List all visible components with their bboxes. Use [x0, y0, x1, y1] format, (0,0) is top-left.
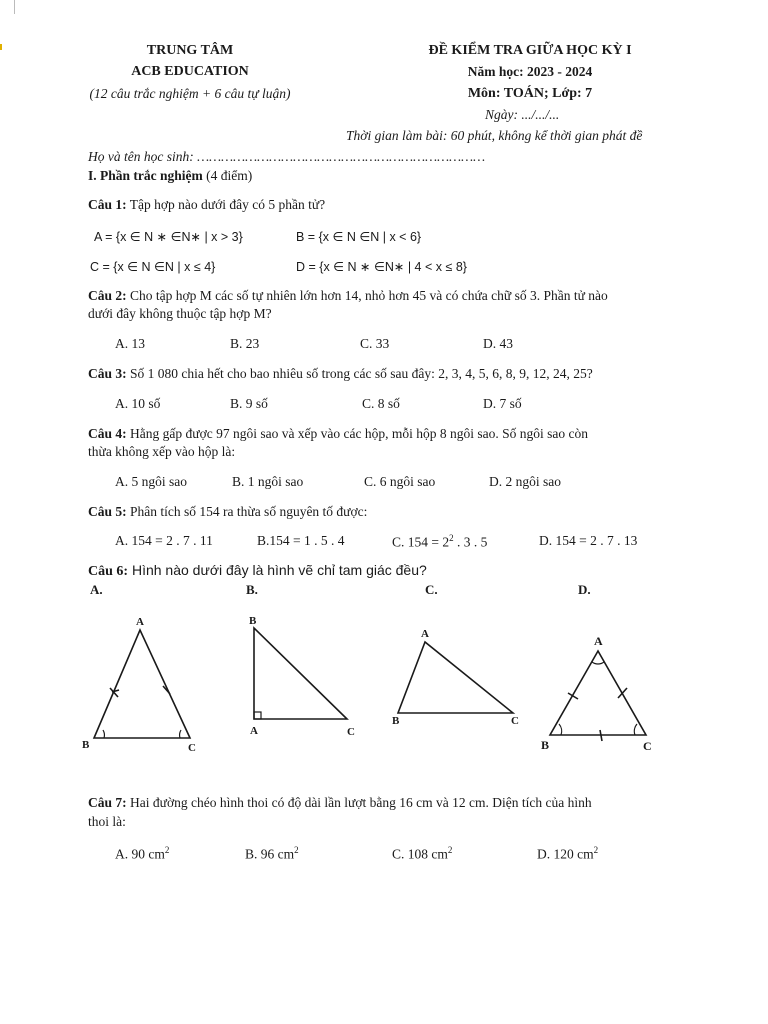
q5-option-c-base: C. 154 = 2: [392, 534, 450, 550]
question-4: [88, 426, 588, 442]
margin-marker: [0, 44, 2, 50]
q5-label: Câu 5:: [88, 504, 127, 519]
q6-option-d-label[interactable]: D.: [578, 582, 591, 597]
triangle-d-vertex-a: A: [594, 634, 603, 648]
q4-text-2: thừa không xếp vào hộp là:: [88, 444, 236, 459]
q4-option-d[interactable]: D. 2 ngôi sao: [489, 474, 561, 489]
q7-label: Câu 7:: [88, 795, 127, 810]
q1-text: Tập hợp nào dưới đây có 5 phần tử?: [129, 197, 326, 212]
q7-text-1: Hai đường chéo hình thoi có độ dài lần lượt bằng 16 cm và 12 cm. Diện tích của hình: [130, 795, 592, 810]
triangle-d-vertex-b: B: [541, 738, 550, 752]
q2-text-2: dưới đây không thuộc tập hợp M?: [88, 306, 272, 321]
page-edge-mark: [14, 0, 15, 14]
q7-option-b[interactable]: [245, 845, 299, 863]
q5-option-c-exponent: 2: [449, 533, 454, 543]
q5-text: Phân tích số 154 ra thừa số nguyên tố được:: [130, 504, 368, 519]
triangle-a-vertex-c: C: [188, 742, 196, 754]
section-heading: [88, 168, 252, 184]
center-name: TRUNG TÂM: [146, 43, 234, 58]
q3-option-c[interactable]: C. 8 số: [362, 396, 400, 411]
exam-time: Thời gian làm bài: 60 phút, không kể thời gian phát đề: [346, 128, 643, 143]
exam-structure: (12 câu trắc nghiệm + 6 câu tự luận): [89, 86, 291, 101]
q6-label: Câu 6:: [88, 564, 129, 579]
triangle-c[interactable]: [392, 628, 519, 727]
q7-option-d[interactable]: [537, 845, 598, 863]
q4-label: Câu 4:: [88, 426, 127, 441]
triangle-d[interactable]: [541, 634, 652, 753]
q7-option-c-exponent: 2: [447, 845, 453, 855]
q6-figures: [0, 600, 768, 760]
triangle-c-vertex-b: B: [392, 715, 400, 727]
q2-option-d[interactable]: D. 43: [483, 336, 513, 351]
q3-option-b[interactable]: B. 9 số: [230, 396, 268, 411]
q6-option-b-label[interactable]: B.: [246, 582, 258, 597]
question-2: [88, 288, 608, 304]
q2-label: Câu 2:: [88, 288, 127, 303]
student-name-line: Họ và tên học sinh: ………………………………………………………………: [88, 149, 486, 164]
triangle-a[interactable]: [82, 616, 196, 754]
q7-option-a-exponent: 2: [164, 845, 170, 855]
triangle-b-vertex-c: C: [347, 726, 355, 738]
q6-option-c-label[interactable]: C.: [425, 582, 438, 597]
q5-option-a[interactable]: A. 154 = 2 . 7 . 11: [115, 533, 213, 548]
triangle-a-vertex-a: A: [136, 616, 144, 628]
question-1: [88, 197, 325, 213]
q7-option-b-text: B. 96 cm: [245, 846, 295, 862]
q7-option-c-text: C. 108 cm: [392, 846, 448, 862]
q7-option-a-text: A. 90 cm: [115, 846, 165, 862]
school-year: Năm học: 2023 - 2024: [467, 64, 593, 79]
question-7: [88, 795, 592, 811]
triangle-d-vertex-c: C: [643, 739, 652, 753]
q7-option-b-exponent: 2: [294, 845, 299, 855]
q7-text-2: thoi là:: [88, 814, 126, 829]
q6-text: Hình nào dưới đây là hình vẽ chỉ tam giác đều?: [131, 562, 427, 578]
q1-option-a[interactable]: A = {x ∈ N ∗ ∈N∗ | x > 3}: [94, 230, 243, 244]
q5-option-b[interactable]: B.154 = 1 . 5 . 4: [257, 533, 345, 548]
question-5: [88, 504, 367, 520]
section-points: (4 điểm): [206, 168, 253, 183]
triangle-b[interactable]: [249, 615, 355, 738]
q2-option-a[interactable]: A. 13: [115, 336, 145, 351]
q4-text-1: Hằng gấp được 97 ngôi sao và xếp vào các hộp, mỗi hộp 8 ngôi sao. Số ngôi sao còn: [130, 426, 589, 441]
q7-option-c[interactable]: [392, 845, 452, 863]
q3-label: Câu 3:: [88, 366, 127, 381]
q3-option-a[interactable]: A. 10 số: [115, 396, 161, 411]
question-3: [88, 366, 593, 382]
q4-option-b[interactable]: B. 1 ngôi sao: [232, 474, 304, 489]
q3-text: Số 1 080 chia hết cho bao nhiêu số trong các số sau đây: 2, 3, 4, 5, 6, 8, 9, 12, 24, 25?: [130, 366, 593, 381]
q2-option-b[interactable]: B. 23: [230, 336, 260, 351]
center-subname: ACB EDUCATION: [131, 64, 249, 79]
q1-option-d[interactable]: D = {x ∈ N ∗ ∈N∗ | 4 < x ≤ 8}: [296, 260, 467, 274]
q5-option-d[interactable]: D. 154 = 2 . 7 . 13: [539, 533, 638, 548]
q4-option-c[interactable]: C. 6 ngôi sao: [364, 474, 436, 489]
q2-option-c[interactable]: C. 33: [360, 336, 390, 351]
section-title: I. Phần trắc nghiệm: [88, 168, 203, 183]
question-6: [88, 562, 427, 580]
subject-grade: Môn: TOÁN; Lớp: 7: [467, 86, 593, 101]
q1-option-b[interactable]: B = {x ∈ N ∈N | x < 6}: [296, 230, 422, 244]
q3-option-d[interactable]: D. 7 số: [483, 396, 522, 411]
q1-label: Câu 1:: [88, 197, 127, 212]
q5-option-c[interactable]: [392, 533, 487, 551]
triangle-c-vertex-c: C: [511, 715, 519, 727]
exam-title: ĐỀ KIỂM TRA GIỮA HỌC KỲ I: [428, 43, 632, 58]
q1-option-c[interactable]: C = {x ∈ N ∈N | x ≤ 4}: [90, 260, 216, 274]
triangle-b-vertex-b: B: [249, 615, 257, 627]
triangle-b-vertex-a: A: [250, 725, 258, 737]
exam-date: Ngày: .../.../...: [485, 107, 560, 122]
q7-option-d-text: D. 120 cm: [537, 846, 594, 862]
triangle-c-vertex-a: A: [421, 628, 429, 640]
triangle-a-vertex-b: B: [82, 739, 90, 751]
q5-option-c-rest: . 3 . 5: [453, 534, 488, 550]
q2-text-1: Cho tập hợp M các số tự nhiên lớn hơn 14, nhỏ hơn 45 và có chứa chữ số 3. Phần tử nào: [130, 288, 608, 303]
q6-option-a-label[interactable]: A.: [90, 582, 103, 597]
q7-option-d-exponent: 2: [593, 845, 599, 855]
q4-option-a[interactable]: A. 5 ngôi sao: [115, 474, 187, 489]
q7-option-a[interactable]: [115, 845, 169, 863]
